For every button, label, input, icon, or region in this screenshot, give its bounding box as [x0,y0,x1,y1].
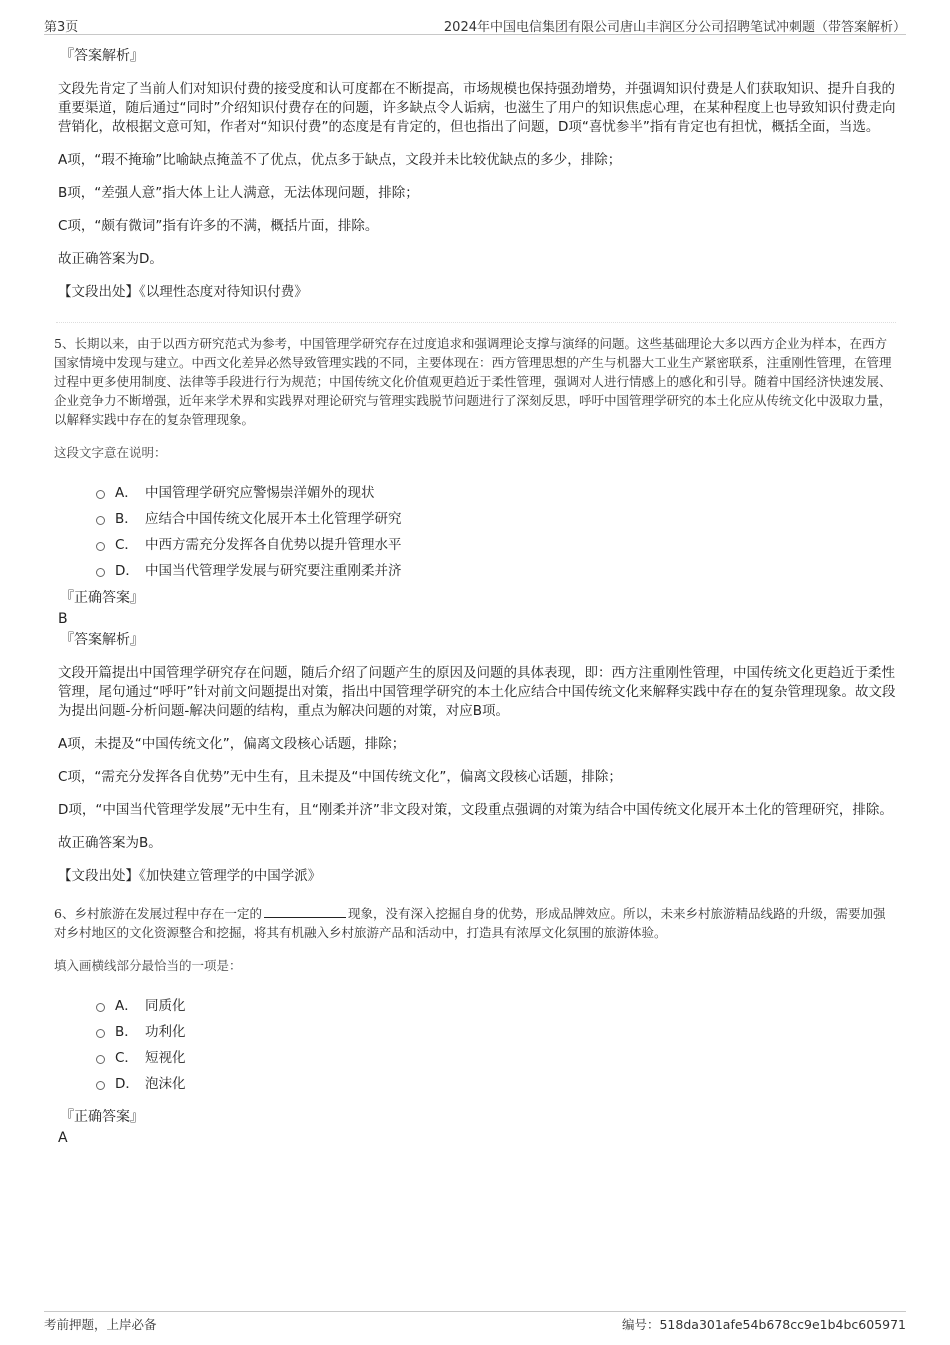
q5-text: 5、长期以来，由于以西方研究范式为参考，中国管理学研究存在过度追求和强调理论支撑与演绎的问题。这些基础理论大多以西方企业为样本，在西方国家情境中发现与建立。中西文化差异必然导致管理实践的不同，主要体现在：西方管理思想的产生与机器大工业生产紧密联系，注重刚性管理，在管理过程中更多使用制度、法律等手段进行行为规范；中国传统文化价值观更趋近于柔性管理，强调对人进行情感上的感化和引导。随着中国经济快速发展、企业竞争力不断增强，近年来学术界和实践界对理论研究与管理实践脱节问题进行了深刻反思，呼吁中国管理学研究的本土化应从传统文化中汲取力量，以解释实践中存在的复杂管理现象。 [54,336,892,427]
q4-analysis: 文段先肯定了当前人们对知识付费的接受度和认可度都在不断提高，市场规模也保持强劲增势，并强调知识付费是人们获取知识、提升自我的重要渠道，随后通过“同时”介绍知识付费存在的问题，许多缺点令人诟病，也滋生了用户的知识焦虑心理，在某种程度上也导致知识付费走向营销化，故根据文意可知，作者对“知识付费”的态度是有肯定的，但也指出了问题，D项“喜忧参半”指有肯定也有担忧，概括全面，当选。 [58,81,896,135]
radio-icon[interactable] [96,568,105,577]
q6-option-c[interactable]: C． 短视化 [96,1043,896,1069]
q5-analysis: 文段开篇提出中国管理学研究存在问题，随后介绍了问题产生的原因及问题的具体表现，即：西方注重刚性管理，中国传统文化更趋近于柔性管理，尾句通过“呼吁”针对前文问题提出对策，指出中国管理学研究的本土化应结合中国传统文化来解释实践中存在的复杂管理现象。故文段为提出问题-分析问题-解决问题的结构，重点为解决问题的对策，对应B项。 [58,665,896,719]
radio-icon[interactable] [96,1029,105,1038]
document-title: 2024年中国电信集团有限公司唐山丰润区分公司招聘笔试冲刺题（带答案解析） [443,20,906,35]
q5-option-c-note: C项，“需充分发挥各自优势”无中生有，且未提及“中国传统文化”，偏离文段核心话题，排除； [58,769,622,785]
page-content [56,46,896,1147]
q4-source-label: 【文段出处】 [58,284,139,300]
q5-analysis-label: 『答案解析』 [60,632,144,648]
q5-conclusion: 故正确答案为B。 [58,835,162,851]
radio-icon[interactable] [96,542,105,551]
q6-answer-label: 『正确答案』 [60,1109,144,1125]
q6-option-a[interactable]: A． 同质化 [96,991,896,1017]
q6-answer: A [58,1130,68,1146]
q4-option-a-note: A项，“瑕不掩瑜”比喻缺点掩盖不了优点，优点多于缺点，文段并未比较优缺点的多少，排除； [58,152,622,168]
q5-option-d[interactable]: D． 中国当代管理学发展与研究要注重刚柔并济 [96,556,896,582]
page-footer [44,1311,906,1332]
q4-source-title: 《以理性态度对待知识付费》 [139,284,308,300]
q5-option-a-note: A项，未提及“中国传统文化”，偏离文段核心话题，排除； [58,736,406,752]
q4-option-c-note: C项，“颇有微词”指有许多的不满，概括片面，排除。 [58,218,379,234]
q5-source-label: 【文段出处】 [58,868,139,884]
q5-option-c[interactable]: C． 中西方需充分发挥各自优势以提升管理水平 [96,530,896,556]
radio-icon[interactable] [96,516,105,525]
q6-stem: 填入画横线部分最恰当的一项是： [54,958,242,973]
q6-options [96,991,896,1095]
q5-stem: 这段文字意在说明： [54,445,167,460]
document-code: 编号：518da301afe54b678cc9e1b4bc605971 [621,1317,906,1332]
q4-source [58,283,896,302]
q5-options [96,478,896,582]
fill-blank [264,905,346,918]
q5-option-d-note: D项，“中国当代管理学发展”无中生有，且“刚柔并济”非文段对策，文段重点强调的对策为结合中国传统文化展开本土化的管理研究，排除。 [58,802,893,818]
radio-icon[interactable] [96,1003,105,1012]
footer-slogan: 考前押题，上岸必备 [44,1317,157,1332]
q5-answer: B [58,611,68,627]
q4-conclusion: 故正确答案为D。 [58,251,163,267]
radio-icon[interactable] [96,1055,105,1064]
page-number: 第3页 [44,20,79,35]
q5-answer-label: 『正确答案』 [60,590,144,606]
q5-option-a[interactable]: A． 中国管理学研究应警惕崇洋媚外的现状 [96,478,896,504]
q6-option-d[interactable]: D． 泡沫化 [96,1069,896,1095]
q5-source-title: 《加快建立管理学的中国学派》 [139,868,322,884]
radio-icon[interactable] [96,1081,105,1090]
q4-analysis-label: 『答案解析』 [60,48,144,64]
q6-text: 6、乡村旅游在发展过程中存在一定的 现象，没有深入挖掘自身的优势，形成品牌效应。所以，未来乡村旅游精品线路的升级，需要加强对乡村地区的文化资源整合和挖掘，将其有机融入乡村旅游产品和活动中，打造具有浓厚文化氛围的旅游体验。 [54,906,886,940]
question-divider [56,322,896,324]
q6-option-b[interactable]: B． 功利化 [96,1017,896,1043]
page-header [44,14,906,35]
q5-source [58,867,896,886]
radio-icon[interactable] [96,490,105,499]
q4-option-b-note: B项，“差强人意”指大体上让人满意，无法体现问题，排除； [58,185,419,201]
q5-option-b[interactable]: B． 应结合中国传统文化展开本土化管理学研究 [96,504,896,530]
